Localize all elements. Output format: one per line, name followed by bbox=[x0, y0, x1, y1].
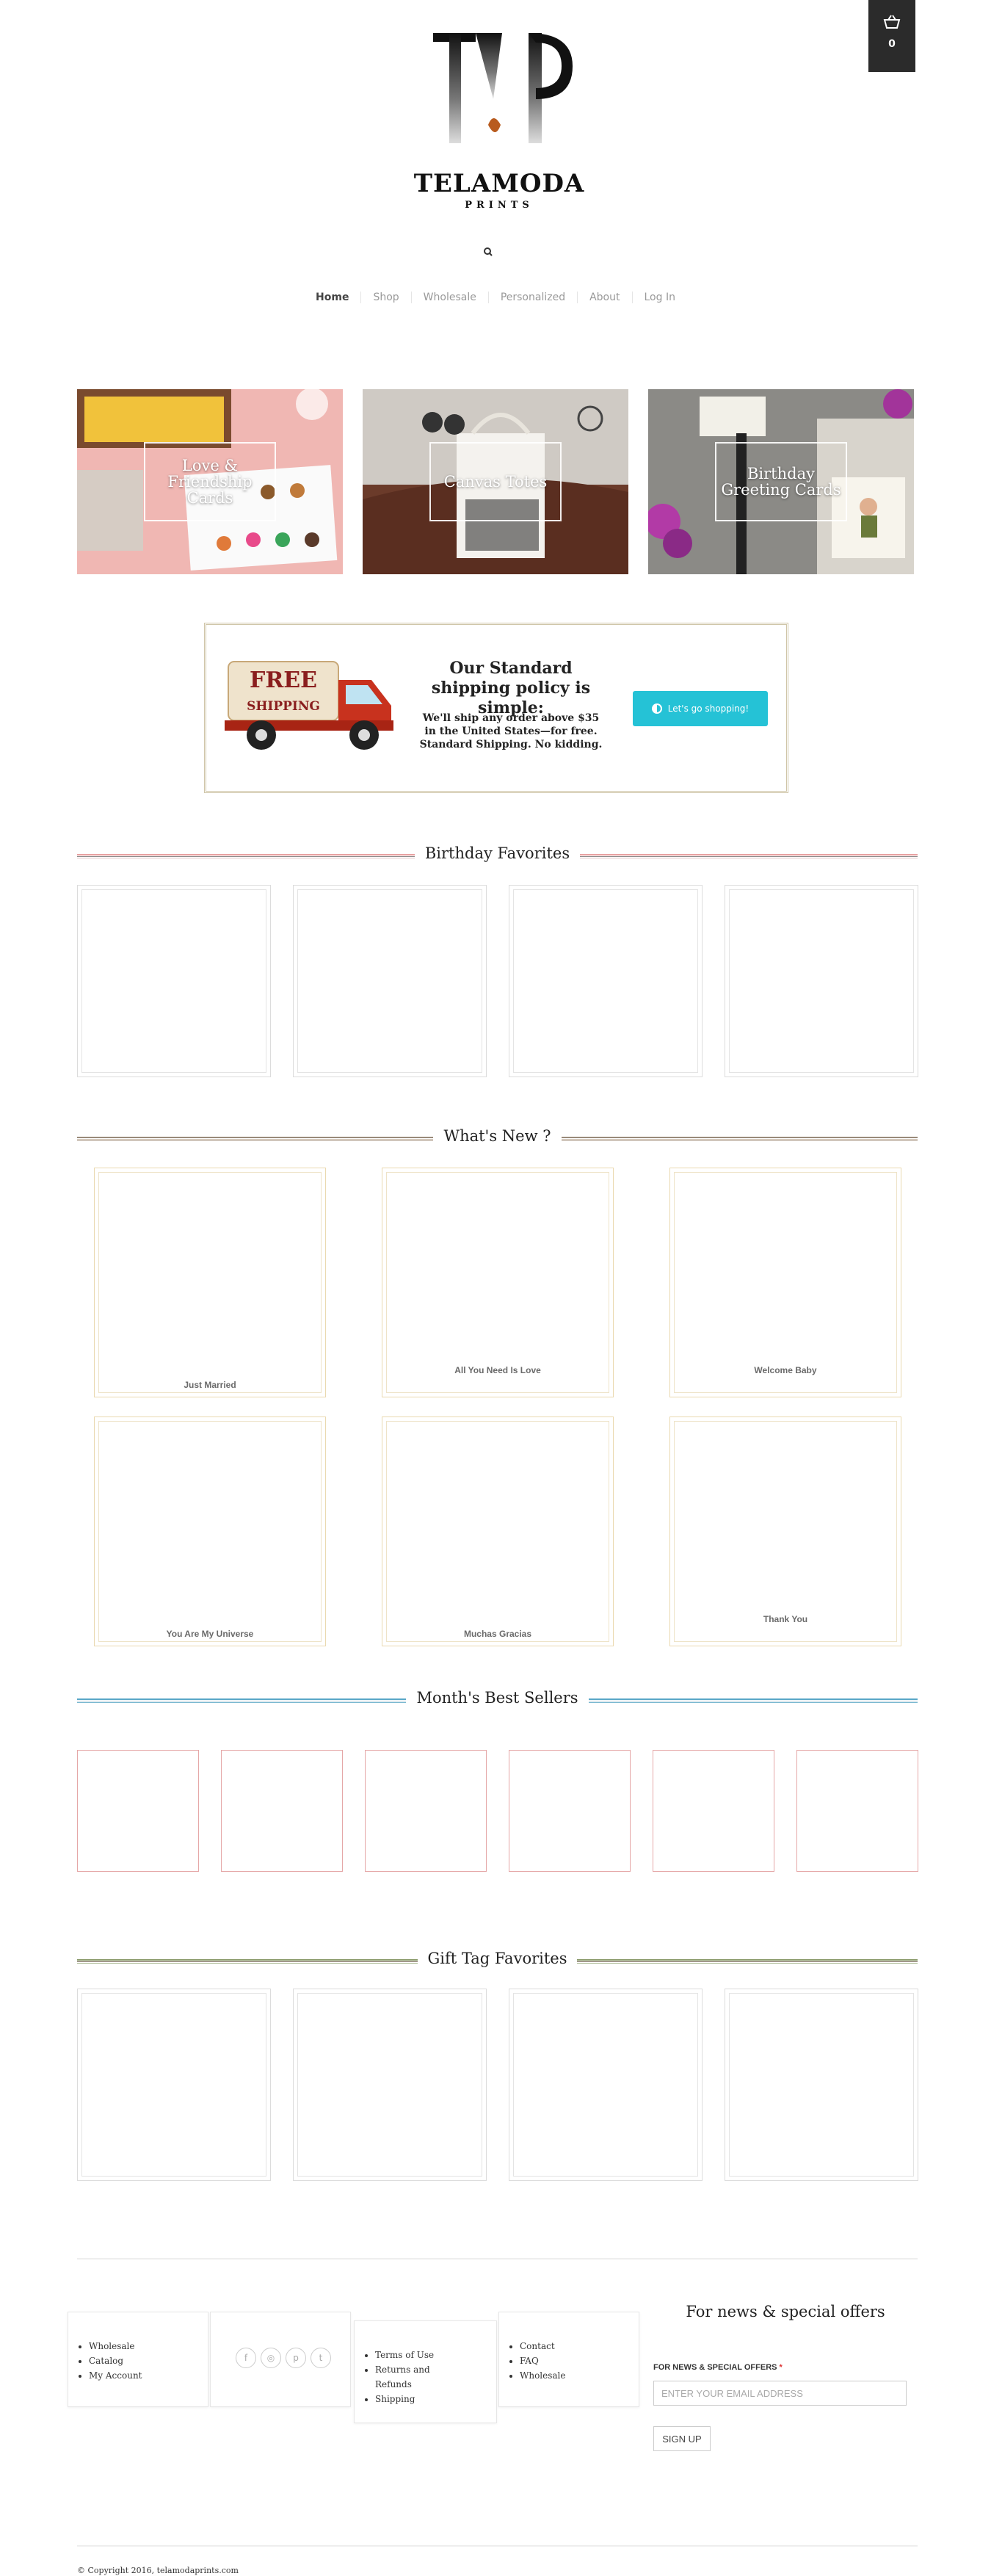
search-icon bbox=[481, 245, 497, 261]
footer-links-policies bbox=[354, 2320, 497, 2423]
logo-brand-text: TELAMODA bbox=[413, 169, 585, 198]
product-card[interactable] bbox=[77, 1989, 271, 2181]
facebook-icon[interactable]: f bbox=[236, 2348, 256, 2368]
nav-shop[interactable]: Shop bbox=[360, 292, 410, 303]
instagram-icon[interactable]: ◎ bbox=[261, 2348, 281, 2368]
product-caption: Just Married bbox=[184, 1380, 236, 1390]
truck-text-free: FREE bbox=[250, 667, 317, 693]
lets-go-shopping-button[interactable] bbox=[633, 691, 768, 726]
basket-icon bbox=[883, 15, 901, 29]
product-card[interactable] bbox=[382, 1417, 614, 1646]
footer-links-help bbox=[498, 2312, 639, 2407]
product-card[interactable] bbox=[509, 1989, 703, 2181]
product-card[interactable] bbox=[77, 1750, 199, 1872]
product-card[interactable] bbox=[669, 1168, 901, 1397]
product-caption: Welcome Baby bbox=[754, 1365, 817, 1375]
section-header-gift-tags bbox=[77, 1950, 918, 1972]
footer-link-terms[interactable]: • Terms of Use bbox=[375, 2348, 456, 2362]
newsletter-label bbox=[653, 2363, 783, 2372]
section-header-best-sellers bbox=[77, 1689, 918, 1711]
cart-button[interactable] bbox=[868, 0, 915, 72]
category-tile-love-friendship[interactable] bbox=[77, 389, 343, 574]
newsletter-title: For news & special offers bbox=[686, 2303, 885, 2320]
promo-title: Our Standard shipping policy is simple: bbox=[431, 659, 591, 717]
half-circle-icon bbox=[652, 703, 662, 714]
product-caption: Muchas Gracias bbox=[463, 1629, 532, 1639]
nav-wholesale[interactable]: Wholesale bbox=[411, 292, 488, 303]
product-card[interactable] bbox=[725, 1989, 918, 2181]
section-title: Birthday Favorites bbox=[415, 844, 580, 862]
section-header-birthday bbox=[77, 844, 918, 866]
pinterest-icon[interactable]: p bbox=[286, 2348, 306, 2368]
footer-link-shipping[interactable]: • Shipping bbox=[375, 2392, 456, 2406]
site-logo[interactable] bbox=[411, 29, 587, 211]
section-title: What's New ? bbox=[433, 1127, 561, 1145]
footer-social bbox=[210, 2312, 351, 2407]
footer-link-my-account[interactable]: • My Account bbox=[89, 2368, 142, 2383]
logo-mark bbox=[411, 29, 587, 169]
product-card[interactable] bbox=[725, 885, 918, 1077]
nav-about[interactable]: About bbox=[577, 292, 631, 303]
free-shipping-truck-icon bbox=[221, 647, 404, 764]
product-card[interactable] bbox=[509, 885, 703, 1077]
category-tile-canvas-totes[interactable] bbox=[363, 389, 628, 574]
product-card[interactable] bbox=[94, 1168, 326, 1397]
category-label-box bbox=[429, 442, 562, 521]
section-header-whats-new bbox=[77, 1127, 918, 1149]
product-caption: Thank You bbox=[763, 1614, 808, 1624]
footer-link-contact[interactable]: • Contact bbox=[520, 2339, 565, 2354]
section-title: Gift Tag Favorites bbox=[418, 1950, 578, 1967]
promo-text: We'll ship any order above $35 in the United States—for free. Standard Shipping. No kidding. bbox=[419, 712, 603, 750]
newsletter-label-text: FOR NEWS & SPECIAL OFFERS bbox=[653, 2363, 777, 2372]
product-card[interactable] bbox=[221, 1750, 343, 1872]
footer-link-faq[interactable]: • FAQ bbox=[520, 2354, 565, 2368]
nav-personalized[interactable]: Personalized bbox=[488, 292, 577, 303]
cta-label: Let's go shopping! bbox=[667, 703, 749, 714]
signup-button[interactable]: SIGN UP bbox=[653, 2426, 711, 2451]
logo-sub-text: PRINTS bbox=[465, 200, 534, 211]
search-button[interactable] bbox=[481, 245, 497, 261]
section-title: Month's Best Sellers bbox=[406, 1689, 588, 1707]
product-card[interactable] bbox=[94, 1417, 326, 1646]
product-card[interactable] bbox=[653, 1750, 774, 1872]
main-nav bbox=[0, 286, 991, 308]
product-caption: All You Need Is Love bbox=[454, 1365, 541, 1375]
footer-link-catalog[interactable]: • Catalog bbox=[89, 2354, 142, 2368]
required-mark: * bbox=[779, 2363, 783, 2372]
product-card[interactable] bbox=[509, 1750, 631, 1872]
category-label: Birthday Greeting Cards bbox=[721, 465, 841, 499]
category-label-box bbox=[144, 442, 276, 521]
product-card[interactable] bbox=[796, 1750, 918, 1872]
product-card[interactable] bbox=[669, 1417, 901, 1646]
nav-login[interactable]: Log In bbox=[632, 292, 687, 303]
shipping-promo bbox=[204, 623, 788, 793]
truck-text-shipping: SHIPPING bbox=[247, 699, 320, 714]
product-card[interactable] bbox=[293, 885, 487, 1077]
footer-link-returns[interactable]: • Returns and Refunds bbox=[375, 2362, 456, 2392]
category-label-box bbox=[715, 442, 847, 521]
twitter-icon[interactable]: t bbox=[311, 2348, 331, 2368]
newsletter-email-input[interactable] bbox=[653, 2381, 907, 2406]
product-card[interactable] bbox=[77, 885, 271, 1077]
copyright-divider bbox=[77, 2545, 918, 2547]
copyright-text: © Copyright 2016, telamodaprints.com bbox=[77, 2566, 239, 2575]
product-card[interactable] bbox=[365, 1750, 487, 1872]
footer-link-wholesale[interactable]: • Wholesale bbox=[89, 2339, 142, 2354]
footer-divider bbox=[77, 2258, 918, 2260]
footer-link-wholesale-2[interactable]: • Wholesale bbox=[520, 2368, 565, 2383]
category-tile-birthday-cards[interactable] bbox=[648, 389, 914, 574]
category-label: Love & Friendship Cards bbox=[167, 457, 253, 507]
product-card[interactable] bbox=[293, 1989, 487, 2181]
cart-count: 0 bbox=[888, 38, 896, 50]
nav-home[interactable]: Home bbox=[316, 292, 349, 303]
product-caption: You Are My Universe bbox=[166, 1629, 254, 1639]
category-label: Canvas Totes bbox=[443, 473, 548, 491]
footer-links-account bbox=[68, 2312, 208, 2407]
product-card[interactable] bbox=[382, 1168, 614, 1397]
